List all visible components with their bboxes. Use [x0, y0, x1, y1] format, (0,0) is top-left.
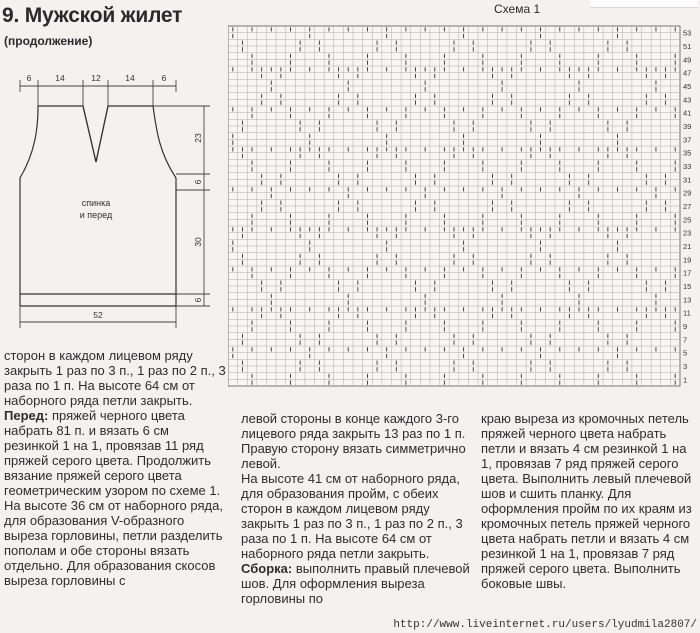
dim-top-5: 6	[161, 73, 167, 83]
chart-row-number: 5	[683, 348, 688, 358]
assembly-lead: Сборка:	[241, 561, 293, 576]
dim-bottom: 52	[93, 310, 103, 320]
dim-right-3: 30	[193, 237, 203, 247]
chart-row-number: 35	[683, 148, 692, 158]
front-lead: Перед:	[4, 408, 49, 423]
col2-paragraph-2: На высоте 41 см от наборного ряда, для образования пройм, с обеих сторон в каждом лицевом ряду закрыть 1 раз по 3 п., 1 раз по 2 п., 3 раза по 1 п. На высоте 64 см от наборного ряда петли закрыть.	[241, 471, 463, 561]
chart-row-number: 53	[683, 28, 692, 38]
chart-row-number: 7	[683, 335, 688, 345]
chart-row-number: 21	[683, 242, 692, 251]
dim-top-1: 6	[26, 73, 32, 83]
col2-paragraph-1: левой стороны в конце каждого 3-го лицевого ряда закрыть 13 раз по 1 п. Правую сторону вязать симметрично левой.	[241, 411, 466, 471]
corner-page-edge	[590, 0, 698, 8]
dim-top-2: 14	[55, 73, 65, 83]
chart-row-number: 15	[683, 282, 692, 291]
neck-v-line	[83, 106, 108, 162]
chart-row-number: 31	[683, 175, 692, 185]
front-text: пряжей черного цвета набрать 81 п. и вязать 6 см резинкой 1 на 1, провязав 11 ряд пряжей серого цвета. Продолжить вязание пряжей серого цвета геометрическим узором по схеме 1. На высоте 36 см от наборного ряда, для образования V-образного выреза горловины, петли разделить пополам и обе стороны вязать отдельно. Для образования скосов выреза горловины с	[4, 408, 223, 588]
chart-row-number: 1	[683, 375, 688, 385]
chart-row-number: 9	[683, 322, 688, 331]
chart-grid	[228, 22, 696, 388]
chart-row-number: 3	[683, 362, 688, 371]
text-column-3	[481, 411, 697, 591]
col1-paragraph-2	[4, 408, 226, 588]
col3-paragraph-1: краю выреза из кромочных петель пряжей черного цвета набрать петли и вязать 4 см резинкой 1 на 1, провязав 7 ряд пряжей серого цвета. Выполнить левый плечевой шов и сшить планку. Для оформления пройм по их краям из кромочных петель пряжей черного цвета набрать петли и вязать 4 см резинкой 1 на 1, провязав 7 ряд пряжей серого цвета. Выполнить боковые швы.	[481, 411, 692, 591]
chart-row-number: 41	[683, 108, 692, 118]
dim-top-3: 12	[91, 73, 101, 83]
diagram-label-line1: спинка	[81, 198, 111, 208]
knitting-chart	[228, 22, 696, 393]
text-column-1	[4, 348, 226, 588]
chart-row-number: 11	[683, 308, 691, 318]
chart-row-number: 47	[683, 68, 692, 78]
chart-row-number: 43	[683, 95, 692, 105]
chart-row-number: 19	[683, 255, 692, 265]
chart-row-number: 29	[683, 188, 692, 198]
chart-row-number: 25	[683, 215, 692, 225]
vest-schematic	[8, 66, 222, 336]
chart-row-number: 49	[683, 55, 692, 65]
chart-row-number: 37	[683, 135, 692, 145]
text-column-2	[241, 411, 471, 606]
chart-row-number: 27	[683, 202, 692, 211]
article-title: 9. Мужской жилет	[2, 4, 183, 27]
scheme-title: Схема 1	[494, 2, 541, 16]
dim-top-4: 14	[125, 73, 135, 83]
dim-right-4: 6	[193, 297, 203, 303]
chart-row-number: 45	[683, 82, 692, 91]
article-subtitle: (продолжение)	[4, 34, 93, 48]
assembly-text: выполнить правый плечевой шов. Для оформления выреза горловины по	[241, 561, 470, 606]
chart-row-number: 51	[683, 42, 692, 51]
dim-right-1: 23	[193, 133, 203, 143]
diagram-label-line2: и перед	[79, 210, 113, 220]
chart-row-number: 23	[683, 228, 692, 238]
dim-right-2: 6	[193, 179, 203, 185]
chart-row-number: 39	[683, 122, 692, 131]
chart-row-number: 13	[683, 295, 692, 305]
chart-row-number: 17	[683, 268, 692, 278]
source-url: http://www.liveinternet.ru/users/lyudmila2807/	[393, 619, 697, 631]
chart-row-number: 33	[683, 162, 692, 171]
col1-paragraph-1: сторон в каждом лицевом ряду закрыть 1 раз по 3 п., 1 раз по 2 п., 3 раза по 1 п. На высоте 64 см от наборного ряда петли закрыть.	[4, 348, 226, 408]
col2-paragraph-3	[241, 561, 471, 606]
